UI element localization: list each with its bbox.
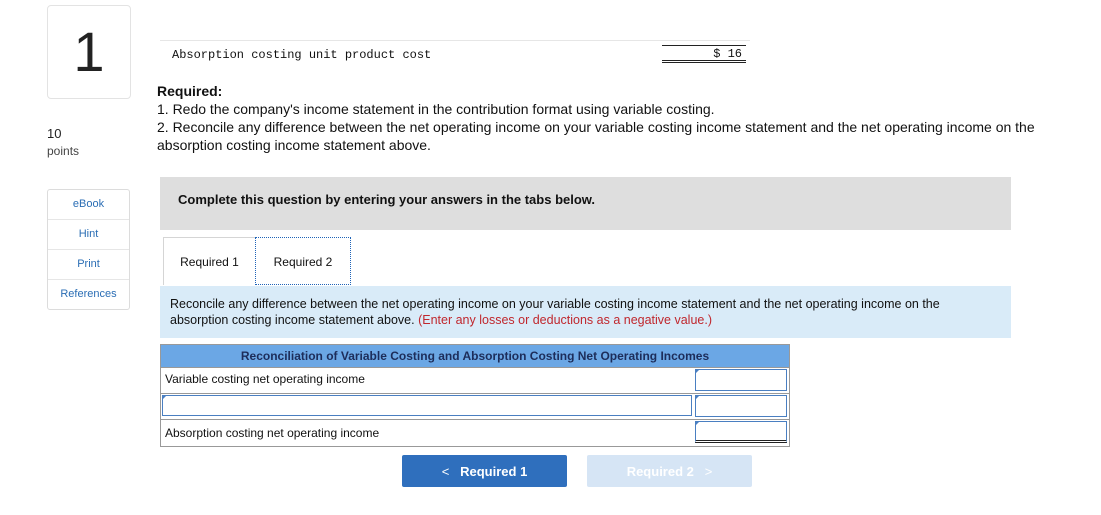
references-link[interactable]: References [60, 288, 117, 300]
question-number: 1 [47, 5, 131, 99]
previous-button-label: Required 1 [460, 463, 528, 479]
next-button-label: Required 2 [626, 463, 694, 479]
adjustment-amount-input[interactable] [695, 395, 787, 417]
input-flag-icon [162, 395, 167, 400]
unit-cost-value: $ 16 [662, 45, 746, 63]
required-item-2: 2. Reconcile any difference between the net operating income on your variable costing income statement and the net operating income on the absorption costing income statement above. [157, 119, 1035, 153]
absorption-nio-label: Absorption costing net operating income [165, 426, 380, 440]
points-value: 10 [47, 126, 62, 141]
table-row [161, 394, 789, 420]
absorption-nio-input[interactable] [695, 421, 787, 443]
complete-question-banner [160, 177, 1011, 230]
points-label: points [47, 144, 80, 158]
reconciliation-table [160, 344, 790, 447]
required-item-1: 1. Redo the company's income statement in the contribution format using variable costing. [157, 101, 715, 117]
tab-required-1[interactable]: Required 1 [163, 237, 255, 285]
complete-question-text: Complete this question by entering your answers in the tabs below. [178, 192, 596, 207]
row-divider [160, 40, 750, 41]
unit-cost-label: Absorption costing unit product cost [172, 48, 432, 62]
input-flag-icon [695, 395, 700, 400]
reconciliation-title: Reconciliation of Variable Costing and Absorption Costing Net Operating Incomes [161, 345, 789, 368]
table-row [161, 420, 789, 446]
chevron-right-icon: > [704, 463, 713, 479]
required-list [157, 100, 1057, 154]
next-required-button[interactable] [587, 455, 752, 487]
required-heading: Required: [157, 83, 223, 99]
unit-cost-row [160, 40, 750, 68]
instruction-note: (Enter any losses or deductions as a negative value.) [418, 313, 712, 327]
variable-nio-label: Variable costing net operating income [165, 372, 365, 386]
input-flag-icon [695, 369, 700, 374]
ebook-link[interactable]: eBook [48, 190, 129, 220]
adjustment-label-input[interactable] [162, 395, 692, 416]
variable-nio-input[interactable] [695, 369, 787, 391]
hint-link[interactable]: Hint [48, 220, 129, 250]
previous-required-button[interactable] [402, 455, 567, 487]
side-tools-panel [47, 189, 130, 310]
tab-required-2[interactable]: Required 2 [255, 237, 351, 285]
input-flag-icon [695, 421, 700, 426]
instruction-box [160, 286, 1011, 338]
print-link[interactable]: Print [48, 250, 129, 280]
chevron-left-icon: < [441, 463, 450, 479]
table-row [161, 368, 789, 394]
instruction-text: Reconcile any difference between the net operating income on your variable costing income statement and the net operating income on the absorption costing income statement above. [170, 297, 940, 327]
